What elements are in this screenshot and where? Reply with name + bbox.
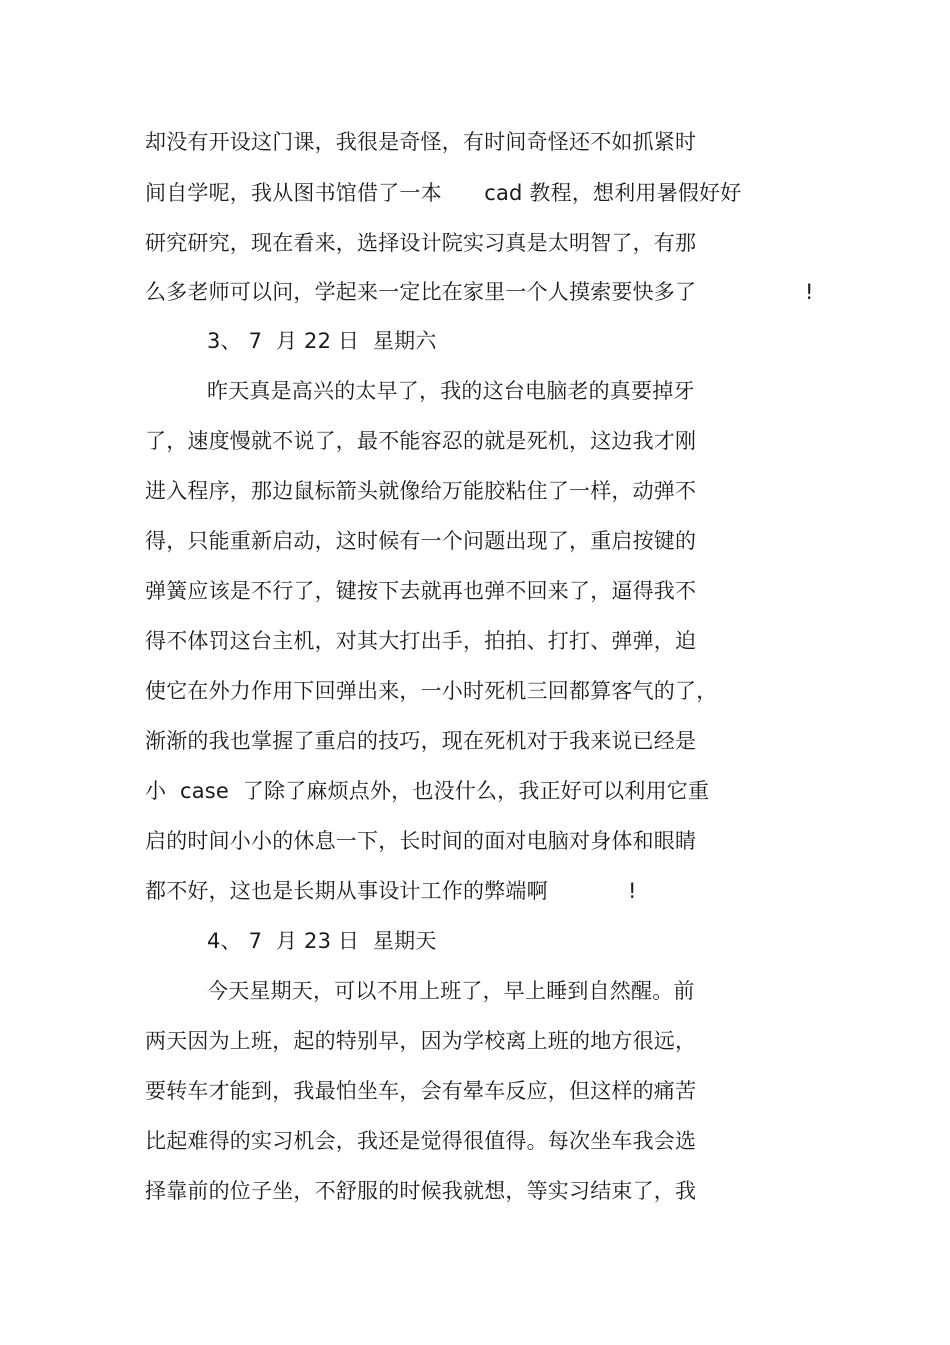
exclamation-mark: ! [805, 280, 814, 304]
text-line: 进入程序，那边鼠标箭头就像给万能胶粘住了一样，动弹不 [145, 479, 697, 503]
text-line: 研究研究，现在看来，选择设计院实习真是太明智了，有那 [145, 231, 697, 255]
text-line: 得，只能重新启动，这时候有一个问题出现了，重启按键的 [145, 529, 697, 553]
text-line: 渐渐的我也掌握了重启的技巧，现在死机对于我来说已经是 [145, 729, 697, 753]
text-line: 都不好，这也是长期从事设计工作的弊端啊 [145, 879, 548, 903]
exclamation-mark: ! [628, 879, 637, 903]
text-line: 择靠前的位子坐，不舒服的时候我就想，等实习结束了，我 [145, 1179, 697, 1203]
paragraph-first-line: 昨天真是高兴的太早了，我的这台电脑老的真要掉牙 [207, 379, 695, 403]
text-line: 间自学呢，我从图书馆借了一本 cad 教程，想利用暑假好好 [145, 181, 742, 205]
text-line: 小 case 了除了麻烦点外，也没什么，我正好可以利用它重 [145, 779, 710, 803]
text-line: 弹簧应该是不行了，键按下去就再也弹不回来了，逼得我不 [145, 579, 697, 603]
text-line: 两天因为上班，起的特别早，因为学校离上班的地方很远， [145, 1029, 697, 1053]
text-line: 启的时间小小的休息一下，长时间的面对电脑对身体和眼睛 [145, 829, 697, 853]
text-line: 么多老师可以问，学起来一定比在家里一个人摸索要快多了 [145, 280, 697, 304]
text-line: 却没有开设这门课，我很是奇怪，有时间奇怪还不如抓紧时 [145, 130, 697, 154]
text-line: 要转车才能到，我最怕坐车，会有晕车反应，但这样的痛苦 [145, 1079, 697, 1103]
text-line: 使它在外力作用下回弹出来，一小时死机三回都算客气的了， [145, 679, 718, 703]
section-heading: 4、 7 月 23 日 星期天 [207, 929, 437, 953]
section-heading: 3、 7 月 22 日 星期六 [207, 329, 437, 353]
text-line: 比起难得的实习机会，我还是觉得很值得。每次坐车我会选 [145, 1129, 697, 1153]
paragraph-first-line: 今天星期天，可以不用上班了，早上睡到自然醒。前 [207, 979, 695, 1003]
text-line: 了，速度慢就不说了，最不能容忍的就是死机，这边我才刚 [145, 429, 697, 453]
text-line: 得不体罚这台主机，对其大打出手，拍拍、打打、弹弹，迫 [145, 629, 697, 653]
